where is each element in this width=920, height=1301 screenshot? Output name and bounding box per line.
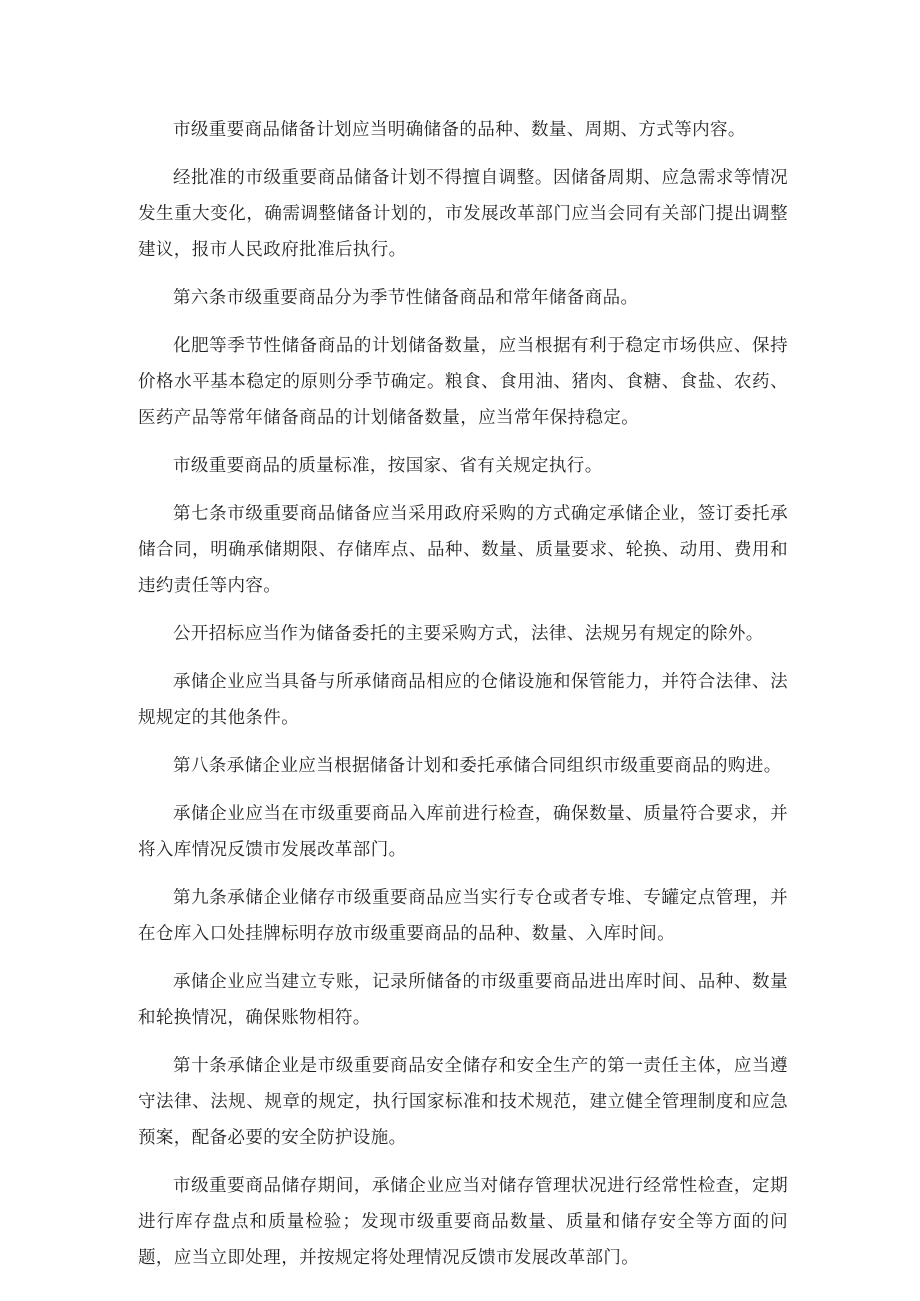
- paragraph-10: 承储企业应当在市级重要商品入库前进行检查，确保数量、质量符合要求，并将入库情况反馈市发展改革部门。: [138, 804, 788, 860]
- article-8-paragraph: 第八条承储企业应当根据储备计划和委托承储合同组织市级重要商品的购进。: [173, 756, 782, 776]
- paragraph-8: 承储企业应当具备与所承储商品相应的仓储设施和保管能力，并符合法律、法规规定的其他条件。: [138, 672, 788, 728]
- paragraph-5: 市级重要商品的质量标准，按国家、省有关规定执行。: [173, 456, 603, 476]
- article-10-paragraph: 第十条承储企业是市级重要商品安全储存和安全生产的第一责任主体，应当遵守法律、法规、规章的规定，执行国家标准和技术规范，建立健全管理制度和应急预案，配备必要的安全防护设施。: [138, 1056, 788, 1148]
- paragraph-14: 市级重要商品储存期间，承储企业应当对储存管理状况进行经常性检查，定期进行库存盘点和质量检验；发现市级重要商品数量、质量和储存安全等方面的问题，应当立即处理，并按规定将处理情况反馈市发展改革部门。: [138, 1176, 788, 1268]
- article-7-paragraph: 第七条市级重要商品储备应当采用政府采购的方式确定承储企业，签订委托承储合同，明确承储期限、存储库点、品种、数量、质量要求、轮换、动用、费用和违约责任等内容。: [138, 504, 788, 596]
- paragraph-1: 市级重要商品储备计划应当明确储备的品种、数量、周期、方式等内容。: [173, 120, 746, 140]
- document-body: [138, 112, 788, 1288]
- paragraph-2: 经批准的市级重要商品储备计划不得擅自调整。因储备周期、应急需求等情况发生重大变化，确需调整储备计划的，市发展改革部门应当会同有关部门提出调整建议，报市人民政府批准后执行。: [138, 168, 788, 260]
- paragraph-4: 化肥等季节性储备商品的计划储备数量，应当根据有利于稳定市场供应、保持价格水平基本稳定的原则分季节确定。粮食、食用油、猪肉、食糖、食盐、农药、医药产品等常年储备商品的计划储备数量，应当常年保持稳定。: [138, 336, 788, 428]
- paragraph-12: 承储企业应当建立专账，记录所储备的市级重要商品进出库时间、品种、数量和轮换情况，确保账物相符。: [138, 972, 788, 1028]
- paragraph-7: 公开招标应当作为储备委托的主要采购方式，法律、法规另有规定的除外。: [173, 624, 764, 644]
- article-9-paragraph: 第九条承储企业储存市级重要商品应当实行专仓或者专堆、专罐定点管理，并在仓库入口处挂牌标明存放市级重要商品的品种、数量、入库时间。: [138, 888, 788, 944]
- article-6-paragraph: 第六条市级重要商品分为季节性储备商品和常年储备商品。: [173, 288, 639, 308]
